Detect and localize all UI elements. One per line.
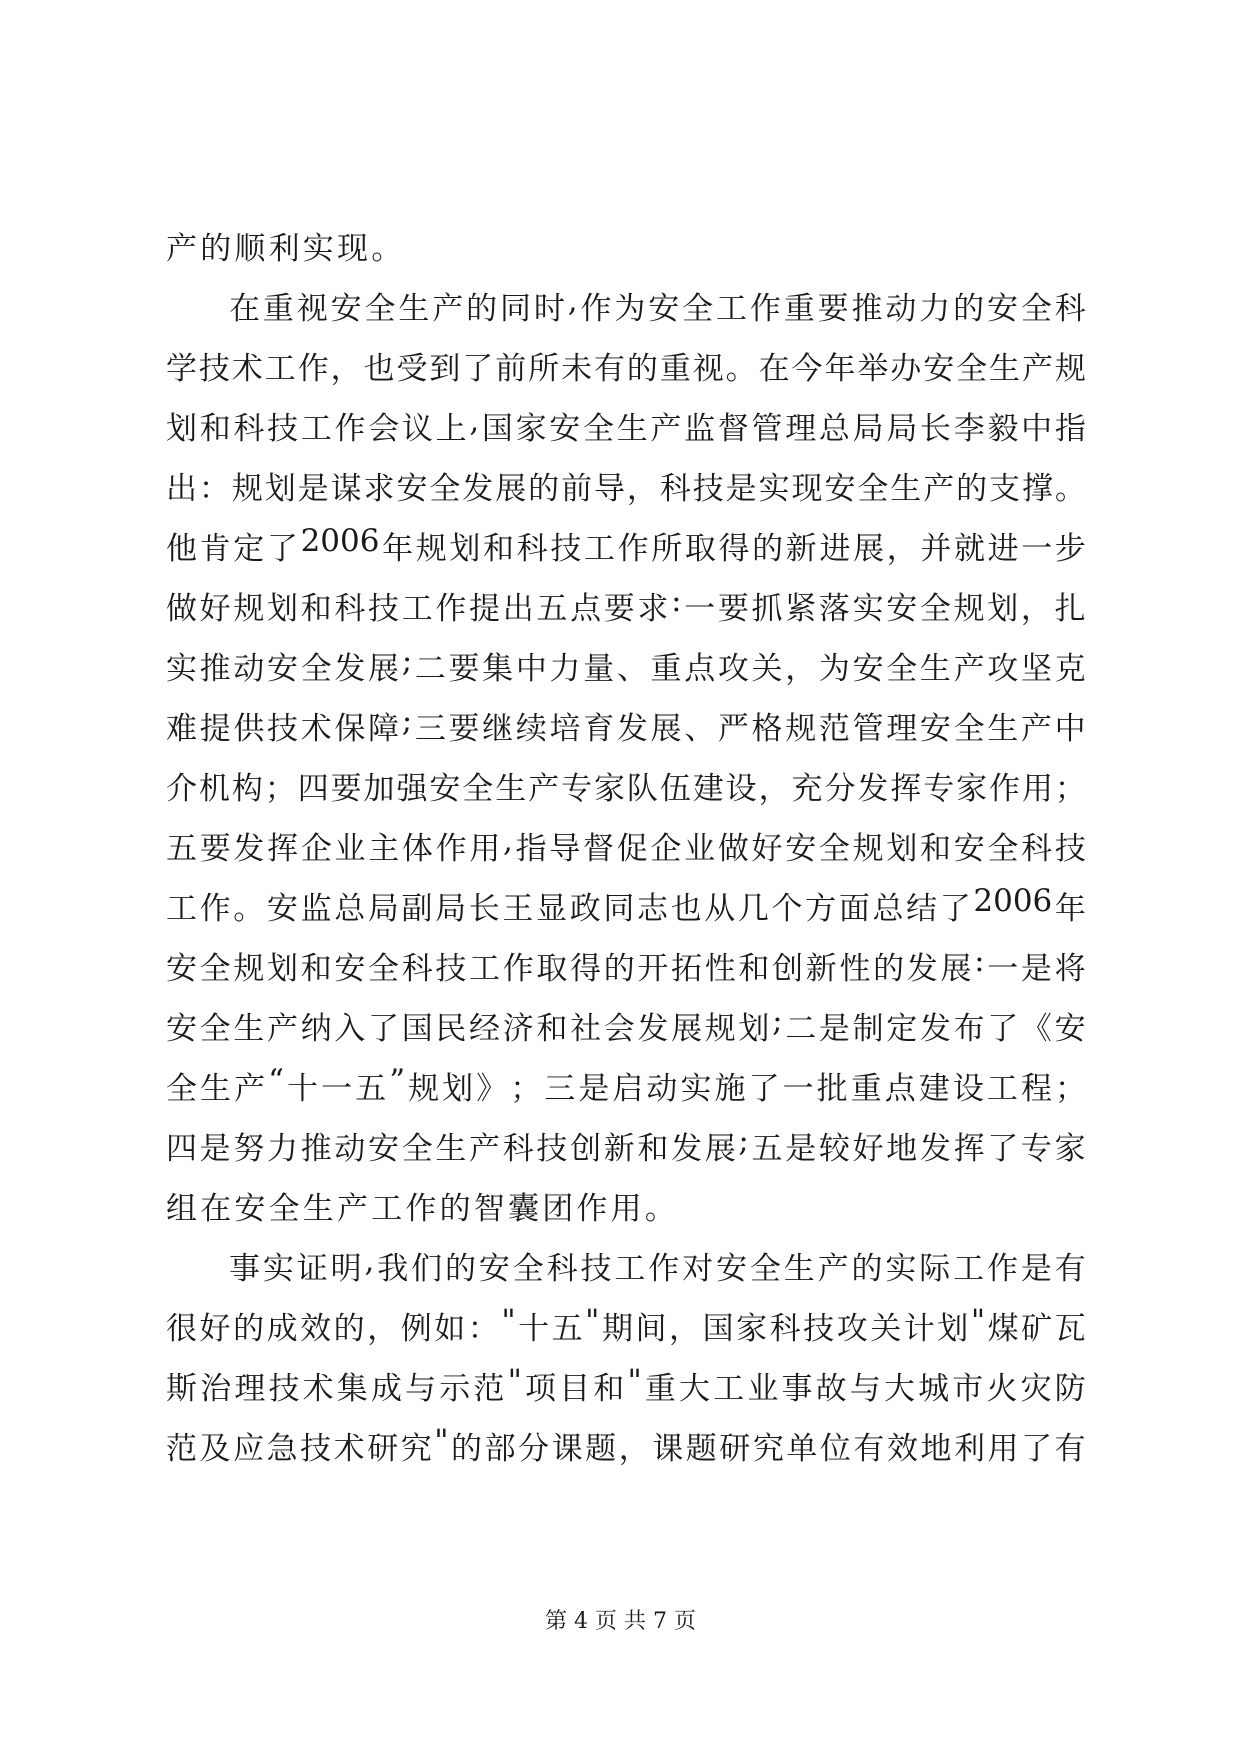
text-line-2: 在 重 视 安 全 生 产 的 同 时 , 作 为 安 全 工 作 重 要 推 动 力 的 安 全 科 [229, 283, 1086, 327]
text-line-9: 难 提 供 技 术 保 障 ; 三 要 继 续 培 育 发 展 、 严 格 规 范 管 理 安 全 生 产 中 [166, 703, 1086, 747]
text-line-10: 介 机 构 ； 四 要 加 强 安 全 生 产 专 家 队 伍 建 设 ， 充 分 发 挥 专 家 作 用 ； [166, 771, 1086, 807]
text-line-20: 斯 治 理 技 术 集 成 与 示 范 " 项 目 和 " 重 大 工 业 事 故 与 大 城 市 火 灾 防 [166, 1363, 1086, 1407]
text-line-18: 事 实 证 明 , 我 们 的 安 全 科 技 工 作 对 安 全 生 产 的 实 际 工 作 是 有 [229, 1243, 1086, 1287]
text-line-21: 范 及 应 急 技 术 研 究 " 的 部 分 课 题 ， 课 题 研 究 单 位 有 效 地 利 用 了 有 [166, 1423, 1086, 1467]
text-line-8: 实 推 动 安 全 发 展 ; 二 要 集 中 力 量 、 重 点 攻 关 ， 为 安 全 生 产 攻 坚 克 [166, 643, 1086, 687]
text-line-13: 安 全 规 划 和 安 全 科 技 工 作 取 得 的 开 拓 性 和 创 新 性 的 发 展 : 一 是 将 [166, 943, 1086, 987]
text-line-7: 做 好 规 划 和 科 技 工 作 提 出 五 点 要 求 : 一 要 抓 紧 落 实 安 全 规 划 ， 扎 [166, 583, 1086, 627]
text-line-14: 安 全 生 产 纳 入 了 国 民 经 济 和 社 会 发 展 规 划 ; 二 是 制 定 发 布 了 《 安 [166, 1003, 1086, 1047]
text-line-16: 四 是 努 力 推 动 安 全 生 产 科 技 创 新 和 发 展 ; 五 是 较 好 地 发 挥 了 专 家 [166, 1123, 1086, 1167]
text-line-6: 他 肯 定 了 2006 年 规 划 和 科 技 工 作 所 取 得 的 新 进 展 ， 并 就 进 一 步 [166, 523, 1086, 567]
text-line-15: 全 生 产 “ 十 一 五 ” 规 划 》 ； 三 是 启 动 实 施 了 一 批 重 点 建 设 工 程 ； [166, 1063, 1086, 1107]
text-line-1: 产的顺利实现。 [166, 231, 406, 267]
text-line-3: 学 技 术 工 作 ， 也 受 到 了 前 所 未 有 的 重 视 。 在 今 年 举 办 安 全 生 产 规 [166, 351, 1086, 387]
page-footer: 第 4 页 共 7 页 [545, 1609, 696, 1634]
text-line-19: 很 好 的 成 效 的 ， 例 如 ： " 十 五 " 期 间 ， 国 家 科 技 攻 关 计 划 " 煤 矿 瓦 [166, 1303, 1086, 1347]
text-line-5: 出 ： 规 划 是 谋 求 安 全 发 展 的 前 导 ， 科 技 是 实 现 安 全 生 产 的 支 撑 。 [166, 471, 1086, 507]
text-line-17: 组在安全生产工作的智囊团作用。 [166, 1191, 679, 1227]
text-line-12: 工 作 。 安 监 总 局 副 局 长 王 显 政 同 志 也 从 几 个 方 面 总 结 了 2006 年 [166, 883, 1086, 927]
text-line-11: 五 要 发 挥 企 业 主 体 作 用 , 指 导 督 促 企 业 做 好 安 全 规 划 和 安 全 科 技 [166, 823, 1086, 867]
text-line-4: 划 和 科 技 工 作 会 议 上 , 国 家 安 全 生 产 监 督 管 理 总 局 局 长 李 毅 中 指 [166, 403, 1086, 447]
